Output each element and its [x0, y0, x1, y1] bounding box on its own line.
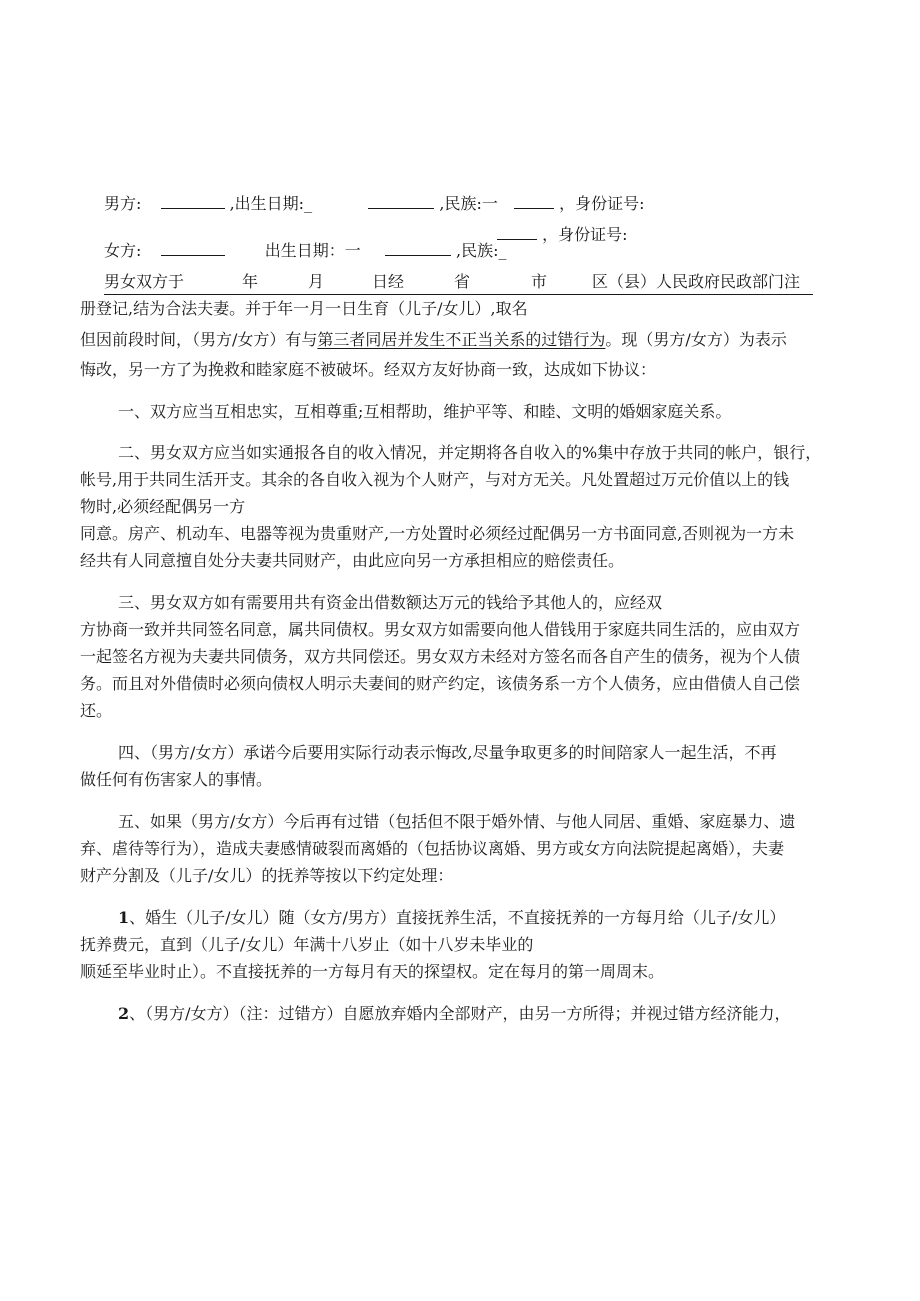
male-ethnic-field[interactable] [514, 194, 554, 209]
clause-2-line-4 [80, 524, 794, 546]
marriage-intro: 男女双方于 [104, 272, 185, 291]
female-info-row [104, 241, 506, 263]
sub-1-text-1: 、婚生（儿子/女儿）随（女方/男方）直接抚养生活，不直接抚养的一方每月给（儿子/女儿） [129, 908, 786, 927]
female-id-prefix-field[interactable] [497, 225, 537, 240]
male-birth-field[interactable] [368, 194, 434, 209]
female-id-row [497, 225, 628, 247]
clause-3-line-1 [118, 593, 662, 615]
id-label: ，身份证号: [559, 194, 645, 213]
clause-5-line-2 [80, 839, 784, 861]
intro-line-2 [80, 360, 656, 382]
province-label: 省 [454, 272, 471, 291]
district-label: 区（县）人民政府民政部门注 [592, 272, 801, 291]
clause-2-text-3: 物时,必须经配偶另一方 [80, 497, 246, 516]
id-label-2: ，身份证号: [542, 225, 628, 244]
marriage-registration-row [104, 272, 813, 295]
clause-5-text-1: 五、如果（男方/女方）今后再有过错（包括但不限于婚外情、与他人同居、重婚、家庭暴力、遗 [118, 812, 796, 831]
sub-1-line-1 [118, 908, 785, 930]
clause-5-line-3 [80, 866, 453, 888]
clause-2-text-4: 同意。房产、机动车、电器等视为贵重财产,一方处置时必须经过配偶另一方书面同意,否则视为一方未 [80, 524, 795, 543]
clause-4-line-1 [118, 743, 776, 765]
clause-3-text-3: 一起签名方视为夫妻共同债务，双方共同偿还。男女双方未经对方签名而各自产生的债务，视为个人债 [80, 647, 801, 666]
sub-2-line-1 [118, 1004, 791, 1026]
month-label: 月 [308, 272, 325, 291]
male-name-field[interactable] [161, 194, 225, 209]
clause-2-text-1: 二、男女双方应当如实通报各自的收入情况，并定期将各自收入的%集中存放于共同的帐户，银行， [118, 443, 822, 462]
day-label: 日经 [372, 272, 405, 291]
sub-1-line-3 [80, 962, 664, 984]
intro-pre: 但因前段时间，（男方/女方）有与 [80, 330, 318, 349]
female-birth-field[interactable] [385, 241, 451, 256]
intro-underlined: 第三者同居并发生不正当关系的过错行为 [317, 330, 606, 349]
male-info-row [104, 194, 645, 216]
clause-5-line-1 [118, 812, 795, 834]
clause-5-text-2: 弃、虐待等行为），造成夫妻感情破裂而离婚的（包括协议离婚、男方或女方向法院提起离婚），夫妻 [80, 839, 785, 858]
clause-2-line-2 [80, 470, 789, 492]
sub-1-line-2 [80, 935, 533, 957]
clause-1-text: 一、双方应当互相忠实，互相尊重;互相帮助，维护平等、和睦、文明的婚姻家庭关系。 [118, 402, 732, 421]
clause-2-line-1 [118, 443, 821, 465]
clause-4-text-1: 四、（男方/女方）承诺今后要用实际行动表示悔改,尽量争取更多的时间陪家人一起生活，不再 [118, 743, 777, 762]
clause-3-line-4 [80, 674, 800, 696]
intro-line-1 [80, 330, 787, 352]
male-label: 男方: [104, 194, 142, 213]
clause-5-text-3: 财产分割及（儿子/女儿）的抚养等按以下约定处理： [80, 866, 454, 885]
sub-2-text-1: 、（男方/女方）（注：过错方）自愿放弃婚内全部财产，由另一方所得；并视过错方经济能力， [129, 1004, 791, 1023]
clause-3-line-3 [80, 647, 800, 669]
intro-post: 。现（男方/女方）为表示 [605, 330, 787, 349]
female-label: 女方: [104, 241, 142, 260]
city-label: 市 [531, 272, 548, 291]
intro-text: 悔改，另一方了为挽救和睦家庭不被破坏。经双方友好协商一致，达成如下协议： [80, 360, 657, 379]
clause-1 [118, 402, 731, 424]
sub-1-number: 1 [118, 908, 130, 927]
marriage-line-2 [80, 299, 528, 321]
sub-1-text-3: 顺延至毕业时止）。不直接抚养的一方每月有天的探望权。定在每月的第一周周末。 [80, 962, 665, 981]
marriage-text: 册登记,结为合法夫妻。并于年一月一日生育（儿子/女儿）,取名 [80, 299, 528, 318]
sub-2-number: 2 [118, 1004, 130, 1023]
clause-4-text-2: 做任何有伤害家人的事情。 [80, 770, 273, 789]
ethnic-label-2: ,民族:_ [455, 241, 507, 260]
clause-3-line-5 [80, 701, 112, 723]
clause-3-line-2 [80, 620, 800, 642]
clause-2-line-3 [80, 497, 245, 519]
clause-3-text-4: 务。而且对外借债时必须向债权人明示夫妻间的财产约定，该债务系一方个人债务，应由借债人自己偿 [80, 674, 801, 693]
clause-2-text-5: 经共有人同意擅自处分夫妻共同财产，由此应向另一方承担相应的赔偿责任。 [80, 551, 625, 570]
clause-3-text-5: 还。 [80, 701, 113, 720]
birth-label-2: 出生日期：一 [264, 241, 361, 260]
clause-4-line-2 [80, 770, 272, 792]
year-label: 年 [242, 272, 259, 291]
clause-3-text-1: 三、男女双方如有需要用共有资金出借数额达万元的钱给予其他人的，应经双 [118, 593, 663, 612]
sub-1-text-2: 抚养费元，直到（儿子/女儿）年满十八岁止（如十八岁未毕业的 [80, 935, 534, 954]
clause-3-text-2: 方协商一致并共同签名同意，属共同债权。男女双方如需要向他人借钱用于家庭共同生活的，应由双方 [80, 620, 801, 639]
ethnic-label: ,民族:一 [439, 194, 498, 213]
birth-label: ,出生日期:_ [229, 194, 313, 213]
clause-2-text-2: 帐号,用于共同生活开支。其余的各自收入视为个人财产，与对方无关。凡处置超过万元价值以上的钱 [80, 470, 790, 489]
clause-2-line-5 [80, 551, 624, 573]
female-name-field[interactable] [161, 241, 225, 256]
